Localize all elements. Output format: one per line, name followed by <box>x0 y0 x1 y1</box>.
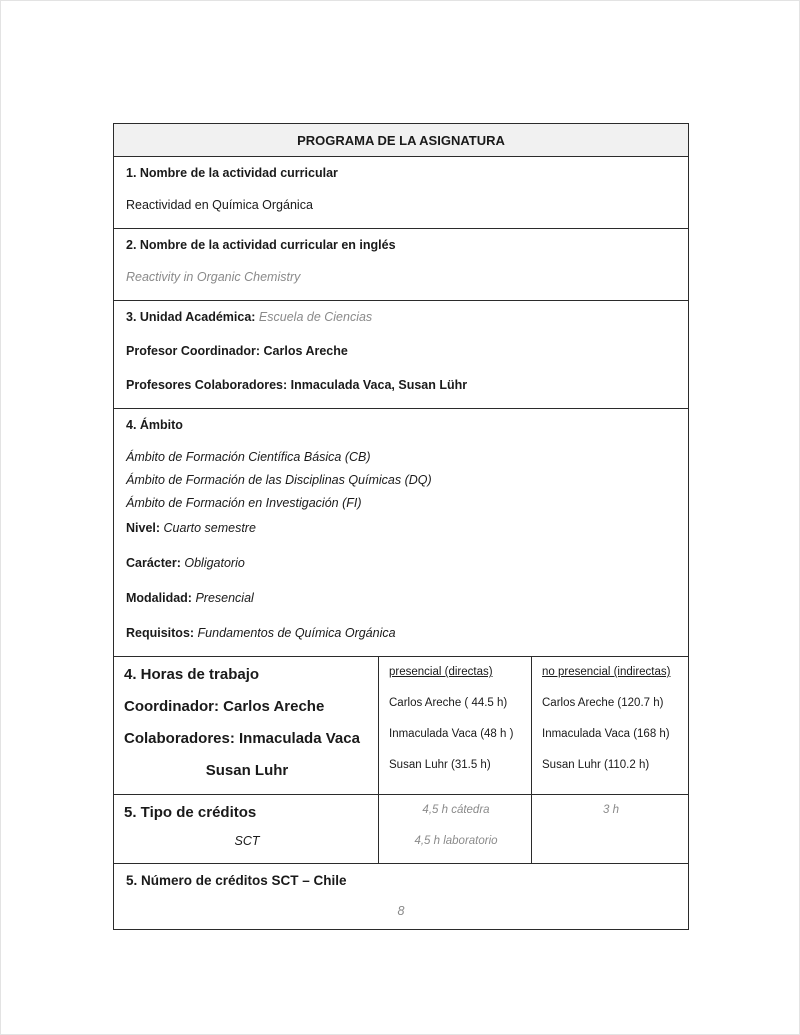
field-label: Profesor Coordinador: <box>126 344 261 358</box>
column-header: no presencial (indirectas) <box>542 666 671 678</box>
colaboradores-horas: Colaboradores: Inmaculada Vaca <box>124 730 360 747</box>
horas-item: Susan Luhr (31.5 h) <box>389 759 491 771</box>
section-heading: 2. Nombre de la actividad curricular en inglés <box>126 238 396 252</box>
horas-item: Inmaculada Vaca (48 h ) <box>389 728 514 740</box>
field-label: Modalidad: <box>126 591 192 605</box>
credit-hours: 4,5 h cátedra <box>422 804 490 816</box>
coordinador-line <box>126 343 676 359</box>
section-value: Reactividad en Química Orgánica <box>126 198 313 212</box>
field-value: Obligatorio <box>184 556 245 570</box>
field-label: Requisitos: <box>126 626 195 640</box>
colaboradores-line <box>126 377 676 393</box>
field-value: Inmaculada Vaca, Susan Lühr <box>290 378 468 392</box>
field-label: 3. Unidad Académica: <box>126 310 256 324</box>
table-title-row <box>114 124 688 156</box>
credits-value: 8 <box>397 904 405 918</box>
section-numero-creditos <box>114 863 688 929</box>
section-heading: 1. Nombre de la actividad curricular <box>126 166 338 180</box>
tipo-no-presencial-cell <box>531 795 688 863</box>
section-heading: 4. Horas de trabajo <box>124 666 260 683</box>
field-value: Carlos Areche <box>263 344 348 358</box>
modalidad-line <box>126 590 676 606</box>
field-value: Presencial <box>195 591 254 605</box>
coordinador-horas: Coordinador: Carlos Areche <box>124 698 325 715</box>
ambito-item: Ámbito de Formación Científica Básica (CB) <box>126 450 371 464</box>
tipo-presencial-cell <box>378 795 531 863</box>
horas-item: Carlos Areche (120.7 h) <box>542 697 664 709</box>
ambito-item: Ámbito de Formación en Investigación (FI) <box>126 496 362 510</box>
unidad-line <box>126 309 676 325</box>
horas-no-presencial-cell <box>531 657 688 794</box>
horas-presencial-cell <box>378 657 531 794</box>
section-heading: 5. Número de créditos SCT – Chile <box>126 873 347 888</box>
field-label: Carácter: <box>126 556 181 570</box>
horas-item: Inmaculada Vaca (168 h) <box>542 728 670 740</box>
section-ambito <box>114 408 688 656</box>
section-tipo-creditos <box>114 794 688 863</box>
nivel-line <box>126 520 676 536</box>
colaborador2-horas: Susan Luhr <box>205 762 289 779</box>
sct-label: SCT <box>234 834 260 848</box>
section-heading: 4. Ámbito <box>126 418 183 432</box>
caracter-line <box>126 555 676 571</box>
section-nombre-ingles <box>114 228 688 300</box>
credit-hours: 4,5 h laboratorio <box>414 835 498 847</box>
section-unidad-academica <box>114 300 688 408</box>
horas-left-cell <box>114 657 378 794</box>
requisitos-line <box>126 625 676 641</box>
horas-item: Carlos Areche ( 44.5 h) <box>389 697 508 709</box>
section-value: Reactivity in Organic Chemistry <box>126 270 301 284</box>
field-label: Profesores Colaboradores: <box>126 378 288 392</box>
field-value: Escuela de Ciencias <box>258 310 373 324</box>
horas-item: Susan Luhr (110.2 h) <box>542 759 650 771</box>
field-value: Cuarto semestre <box>163 521 256 535</box>
field-value: Fundamentos de Química Orgánica <box>197 626 396 640</box>
syllabus-table <box>113 123 689 930</box>
section-heading: 5. Tipo de créditos <box>124 804 257 821</box>
section-nombre-curricular <box>114 156 688 228</box>
field-label: Nivel: <box>126 521 161 535</box>
ambito-item: Ámbito de Formación de las Disciplinas Químicas (DQ) <box>126 473 432 487</box>
page-title: PROGRAMA DE LA ASIGNATURA <box>297 133 505 148</box>
section-horas-trabajo <box>114 656 688 794</box>
tipo-creditos-left-cell <box>114 795 378 863</box>
column-header: presencial (directas) <box>389 666 493 678</box>
credit-hours: 3 h <box>603 804 619 816</box>
